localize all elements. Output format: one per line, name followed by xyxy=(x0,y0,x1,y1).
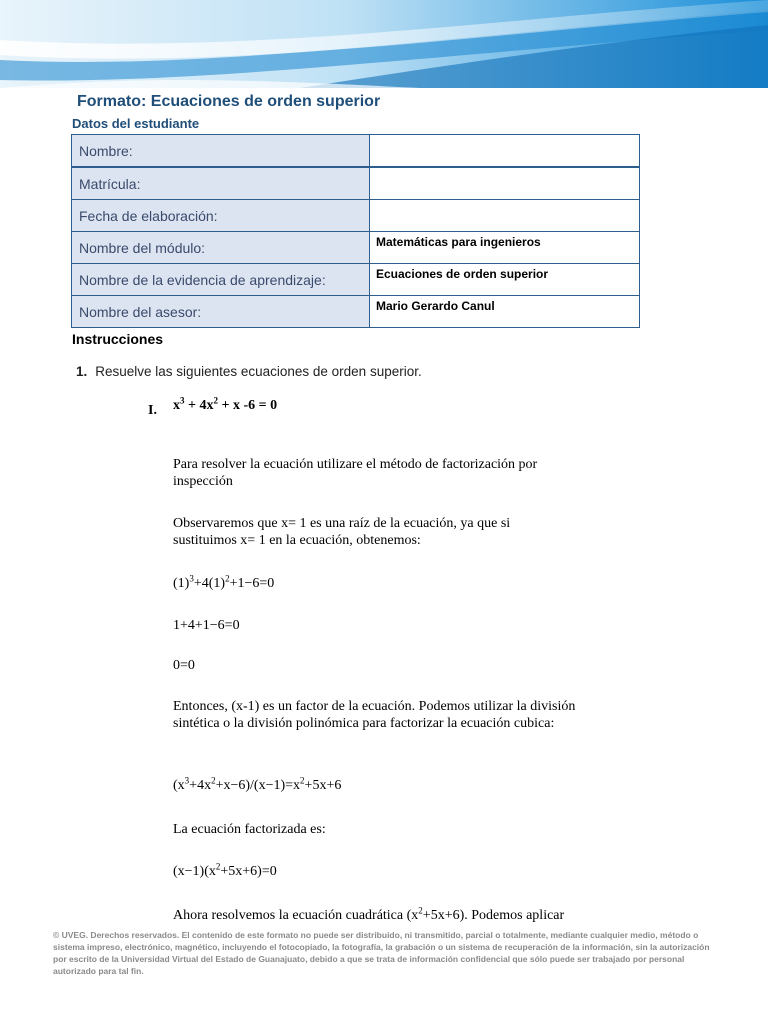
math-text: (1) xyxy=(173,576,190,591)
math-exponent: 2 xyxy=(418,905,423,916)
value-nombre[interactable] xyxy=(370,135,640,168)
division-equation xyxy=(173,777,341,794)
instruction-text: Resuelve las siguientes ecuaciones de orden superior. xyxy=(95,364,422,379)
math-exponent: 2 xyxy=(211,775,216,786)
equation-text: x xyxy=(173,398,180,413)
math-text: (x xyxy=(406,908,419,923)
equation-exponent: 2 xyxy=(213,395,218,406)
instruction-item xyxy=(76,364,422,379)
table-row xyxy=(72,167,640,200)
problem-equation xyxy=(173,397,277,414)
problem-numeral: I. xyxy=(148,403,157,418)
student-data-table xyxy=(71,134,640,328)
section-title-student-data: Datos del estudiante xyxy=(72,116,200,131)
banner-graphic xyxy=(0,0,768,88)
math-text: +5x+6) xyxy=(422,908,465,923)
value-matricula[interactable] xyxy=(370,167,640,200)
table-row xyxy=(72,200,640,232)
page-title: Formato: Ecuaciones de orden superior xyxy=(77,93,381,110)
label-evidencia: Nombre de la evidencia de aprendizaje: xyxy=(72,264,370,296)
table-row xyxy=(72,135,640,168)
math-text: +x−6)/(x−1)=x xyxy=(215,778,301,793)
math-text: +1−6=0 xyxy=(229,576,275,591)
math-text: (x−1)(x xyxy=(173,864,216,879)
equation-text: + 4x xyxy=(184,398,214,413)
math-text: +4(1) xyxy=(193,576,226,591)
label-modulo: Nombre del módulo: xyxy=(72,232,370,264)
math-exponent: 2 xyxy=(225,573,230,584)
header-banner xyxy=(0,0,768,88)
instructions-heading: Instrucciones xyxy=(72,331,164,347)
math-text: +5x+6 xyxy=(304,778,342,793)
math-exponent: 2 xyxy=(300,775,305,786)
paragraph-factored: La ecuación factorizada es: xyxy=(173,822,326,837)
math-text: +4x xyxy=(189,778,212,793)
table-row xyxy=(72,232,640,264)
math-text: +5x+6)=0 xyxy=(220,864,277,879)
table-row xyxy=(72,296,640,328)
substitution-step-1 xyxy=(173,575,274,592)
text: . Podemos aplicar xyxy=(464,908,565,923)
paragraph-factor: Entonces, (x-1) es un factor de la ecuación. Podemos utilizar la división sintética o la división polinómica para factorizar la ecuación cubica: xyxy=(173,699,576,731)
value-modulo[interactable]: Matemáticas para ingenieros xyxy=(370,232,640,264)
instruction-number: 1. xyxy=(76,364,88,379)
math-exponent: 2 xyxy=(215,861,221,872)
substitution-step-2: 1+4+1−6=0 xyxy=(173,618,240,633)
label-matricula: Matrícula: xyxy=(72,167,370,200)
paragraph-quadratic xyxy=(173,907,564,924)
label-fecha: Fecha de elaboración: xyxy=(72,200,370,232)
value-evidencia[interactable]: Ecuaciones de orden superior xyxy=(370,264,640,296)
value-asesor[interactable]: Mario Gerardo Canul xyxy=(370,296,640,328)
paragraph-method: Para resolver la ecuación utilizare el método de factorización por inspección xyxy=(173,457,538,489)
paragraph-root: Observaremos que x= 1 es una raíz de la ecuación, ya que si sustituimos x= 1 en la ecuación, obtenemos: xyxy=(173,516,511,548)
factored-equation xyxy=(173,863,277,880)
math-text: (x xyxy=(173,778,185,793)
label-nombre: Nombre: xyxy=(72,135,370,168)
equation-text: + x -6 = 0 xyxy=(217,398,278,413)
text: Ahora resolvemos la ecuación cuadrática xyxy=(173,908,407,923)
copyright-footer: © UVEG. Derechos reservados. El contenido de este formato no puede ser distribuido, ni transmitido, parcial o totalmente, mediante cualquier medio, método o sistema impreso, electrónico, magnético, incluyendo el fotocopiado, la fotografía, la grabación o un sistema de recuperación de la información, sin la autorización por escrito de la Universidad Virtual del Estado de Guanajuato, debido a que se trata de información confidencial que sólo puede ser trabajado por personal autorizado para tal fin. xyxy=(53,930,710,976)
value-fecha[interactable] xyxy=(370,200,640,232)
math-exponent: 3 xyxy=(184,775,190,786)
table-row xyxy=(72,264,640,296)
label-asesor: Nombre del asesor: xyxy=(72,296,370,328)
substitution-step-3: 0=0 xyxy=(173,658,195,673)
equation-exponent: 3 xyxy=(180,395,185,406)
math-exponent: 3 xyxy=(189,573,194,584)
